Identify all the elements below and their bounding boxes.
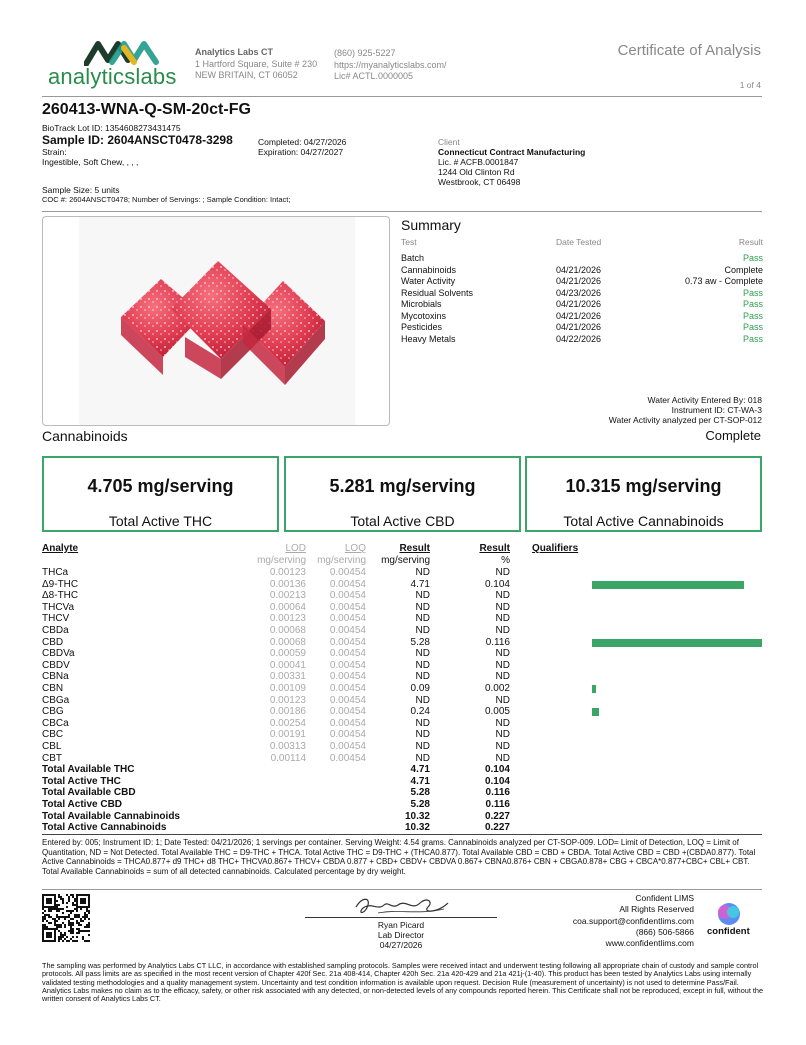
analyte-name: CBCa xyxy=(42,717,69,729)
client-label: Client xyxy=(438,137,460,147)
logo-text: analyticslabs xyxy=(48,64,177,89)
lims-info xyxy=(573,893,694,949)
analyte-name: CBGa xyxy=(42,694,70,706)
summary-test: Microbials xyxy=(401,299,442,309)
total-row xyxy=(42,776,762,788)
summary-test: Cannabinoids xyxy=(401,264,457,275)
analyte-bar xyxy=(592,581,744,589)
analyte-result: 0.09 xyxy=(410,683,430,694)
analyte-result-pct: ND xyxy=(495,741,510,752)
product-image xyxy=(42,216,390,426)
document-title: Certificate of Analysis xyxy=(617,42,761,59)
analyte-name: THCV xyxy=(42,613,70,625)
analyte-row xyxy=(42,602,762,614)
analyte-result: ND xyxy=(415,613,430,625)
analyte-lod: 0.00123 xyxy=(269,613,306,625)
page-number: 1 of 4 xyxy=(739,80,761,90)
matrix: Ingestible, Soft Chew, , , , xyxy=(42,157,139,167)
total-name: Total Active CBD xyxy=(42,799,123,810)
wa-instrument: Instrument ID: CT-WA-3 xyxy=(671,405,762,415)
analyte-result: ND xyxy=(415,741,430,752)
analyte-lod: 0.00123 xyxy=(269,694,306,706)
summary-result: Pass xyxy=(742,322,763,332)
analyte-loq: 0.00454 xyxy=(329,659,366,671)
lims-rights: All Rights Reserved xyxy=(619,904,694,915)
lab-address-2: NEW BRITAIN, CT 06052 xyxy=(195,70,298,80)
client-address-1: 1244 Old Clinton Rd xyxy=(438,167,515,177)
analyte-loq: 0.00454 xyxy=(329,706,366,718)
analyte-name: CBC xyxy=(42,729,64,741)
logo-mark-icon xyxy=(84,38,164,66)
metric-total-active-cannabinoids xyxy=(525,456,762,532)
gummies-image xyxy=(43,217,389,425)
analyte-row xyxy=(42,613,762,625)
analyte-result-pct: 0.002 xyxy=(484,683,510,694)
sample-id: Sample ID: 2604ANSCT0478-3298 xyxy=(42,133,233,147)
analyte-result-pct: ND xyxy=(495,613,510,625)
strain: Strain: xyxy=(42,147,67,157)
analyte-result-pct: ND xyxy=(495,590,510,602)
analyte-loq: 0.00454 xyxy=(329,741,366,752)
client-address-2: Westbrook, CT 06498 xyxy=(438,177,521,187)
metric-value: 5.281 mg/serving xyxy=(329,476,476,496)
analyte-name: CBG xyxy=(42,706,64,718)
summary-date: 04/21/2026 xyxy=(556,276,602,286)
metric-value: 4.705 mg/serving xyxy=(87,476,234,496)
analyte-result: ND xyxy=(415,694,430,706)
client-license: Lic. # ACFB.0001847 xyxy=(438,157,519,167)
analyte-lod: 0.00331 xyxy=(269,671,306,683)
wa-entered-by: Water Activity Entered By: 018 xyxy=(647,395,762,405)
total-row xyxy=(42,764,762,776)
total-name: Total Available THC xyxy=(42,764,135,776)
analyte-result: ND xyxy=(415,729,430,741)
analyte-row xyxy=(42,567,762,579)
coc-info: COC #: 2604ANSCT0478; Number of Servings: ; Sample Condition: Intact; xyxy=(42,195,291,204)
lab-address-1: 1 Hartford Square, Suite # 230 xyxy=(195,58,318,69)
analyte-lod: 0.00191 xyxy=(269,729,306,741)
analyte-loq: 0.00454 xyxy=(329,590,366,602)
analyte-name: CBL xyxy=(42,741,62,752)
lab-license: Lic# ACTL.0000005 xyxy=(334,71,414,81)
total-result-pct: 0.227 xyxy=(484,822,510,834)
analyte-row xyxy=(42,590,762,602)
summary-test: Batch xyxy=(401,253,425,263)
col-result-pct: Result xyxy=(479,543,510,554)
sample-size: Sample Size: 5 units xyxy=(42,185,120,195)
analyte-row xyxy=(42,706,762,718)
analyte-result-pct: ND xyxy=(495,717,510,729)
analyte-result: ND xyxy=(415,671,430,683)
summary-date: 04/21/2026 xyxy=(556,299,602,309)
total-result: 5.28 xyxy=(410,787,430,799)
analyte-result: 5.28 xyxy=(410,636,430,648)
summary-col-date: Date Tested xyxy=(556,237,602,247)
qr-code-icon xyxy=(42,894,90,942)
total-name: Total Available Cannabinoids xyxy=(42,810,180,822)
expiration-date: Expiration: 04/27/2027 xyxy=(258,147,344,157)
analyte-result: 0.24 xyxy=(410,706,430,718)
analyte-loq: 0.00454 xyxy=(329,671,366,683)
disclaimer: The sampling was performed by Analytics Labs CT LLC, in accordance with established sampling protocols. Samples were received intact and underwent testing following all appropriate chain of custody and sample control protocols. All pass limits are as specified in the most recent version of Chapter 420f Sec. 21a 408-414, Chapter 420h Sec. 21a 420-429 and 21a 421j-(1-40). This product has been tested by Analytics Labs using internally validated testing methodologies and a quality management system. Uncertainty and test condition information is available upon request. Decision Rule (measurement of uncertainty) is not used to determine Pass/Fail. Analytics Labs makes no claim as to the efficacy, safety, or other risk associated with any detected, or non-detected levels of any compounds reported herein. This Certificate shall not be reproduced, except in full, without the written consent of Analytics Labs CT. xyxy=(42,961,764,1004)
analyte-row xyxy=(42,637,762,649)
signatory-name: Ryan Picard xyxy=(377,920,425,930)
summary-date: 04/21/2026 xyxy=(556,310,602,321)
summary-date: 04/23/2026 xyxy=(556,287,602,298)
analyte-row xyxy=(42,683,762,695)
analyte-row xyxy=(42,729,762,741)
analyte-bar xyxy=(592,685,596,693)
confident-logo-icon xyxy=(704,902,754,926)
analyte-loq: 0.00454 xyxy=(329,729,366,741)
analyte-lod: 0.00186 xyxy=(269,706,306,718)
col-lod: LOD xyxy=(285,543,306,554)
analyte-row xyxy=(42,718,762,730)
analyte-name: THCa xyxy=(42,567,69,578)
completed-date: Completed: 04/27/2026 xyxy=(258,137,347,147)
analyte-result-pct: ND xyxy=(495,625,510,636)
analyte-name: Δ9-THC xyxy=(42,578,79,590)
analyte-row xyxy=(42,579,762,591)
cannabinoids-status: Complete xyxy=(705,428,761,443)
analyte-result: ND xyxy=(415,717,430,729)
unit-loq: mg/serving xyxy=(317,555,366,566)
qr-code xyxy=(42,894,90,942)
summary-result: Pass xyxy=(742,287,763,298)
total-name: Total Active Cannabinoids xyxy=(42,822,167,834)
analyte-result: 4.71 xyxy=(410,578,430,590)
analyte-loq: 0.00454 xyxy=(329,752,366,764)
summary-row xyxy=(401,322,763,334)
analyte-row xyxy=(42,695,762,707)
biotrack-id: BioTrack Lot ID: 1354608273431475 xyxy=(42,123,181,133)
analyte-loq: 0.00454 xyxy=(329,694,366,706)
summary-test: Pesticides xyxy=(401,322,443,332)
analyte-result: ND xyxy=(415,659,430,671)
analyte-row xyxy=(42,753,762,765)
analyte-result: ND xyxy=(415,567,430,578)
analyte-result: ND xyxy=(415,648,430,660)
col-qualifiers: Qualifiers xyxy=(532,543,579,554)
analyte-row xyxy=(42,660,762,672)
summary-row xyxy=(401,288,763,300)
analyte-name: THCVa xyxy=(42,601,75,613)
analyte-lod: 0.00068 xyxy=(269,636,306,648)
summary-row xyxy=(401,265,763,277)
analyte-lod: 0.00123 xyxy=(269,567,306,578)
summary-result: Pass xyxy=(742,310,763,321)
analyte-lod: 0.00114 xyxy=(270,752,306,764)
analyte-lod: 0.00313 xyxy=(269,741,306,752)
analyte-result-pct: ND xyxy=(495,659,510,671)
lims-email[interactable]: coa.support@confidentlims.com xyxy=(572,915,694,926)
analyte-loq: 0.00454 xyxy=(329,567,366,578)
analyte-result: ND xyxy=(415,752,430,764)
analyte-name: CBT xyxy=(42,752,62,764)
metric-total-active-thc xyxy=(42,456,279,532)
summary-row xyxy=(401,276,763,288)
summary-col-result: Result xyxy=(738,237,763,247)
analyte-row xyxy=(42,671,762,683)
analyte-lod: 0.00064 xyxy=(269,601,306,613)
total-row xyxy=(42,822,762,834)
client-name: Connecticut Contract Manufacturing xyxy=(438,147,586,157)
analyte-result: ND xyxy=(415,590,430,602)
confident-logo-text: confident xyxy=(707,926,750,937)
summary-col-test: Test xyxy=(401,237,417,247)
lims-name: Confident LIMS xyxy=(635,893,694,903)
unit-result: mg/serving xyxy=(381,555,430,566)
analyte-result-pct: ND xyxy=(495,567,510,578)
summary-row xyxy=(401,334,763,346)
analyte-result-pct: ND xyxy=(495,671,510,683)
analyte-loq: 0.00454 xyxy=(329,601,366,613)
analyte-name: CBDa xyxy=(42,625,69,636)
sample-title: 260413-WNA-Q-SM-20ct-FG xyxy=(42,101,251,118)
col-result: Result xyxy=(399,543,430,554)
total-result-pct: 0.104 xyxy=(484,775,510,787)
metric-value: 10.315 mg/serving xyxy=(565,476,722,496)
total-result-pct: 0.104 xyxy=(484,764,510,776)
analyte-loq: 0.00454 xyxy=(329,636,366,648)
summary-title: Summary xyxy=(401,217,461,233)
metric-label: Total Active THC xyxy=(108,513,213,529)
analyte-loq: 0.00454 xyxy=(329,648,366,660)
analyte-row xyxy=(42,625,762,637)
analyte-result-pct: ND xyxy=(495,752,510,764)
signature-image xyxy=(348,893,458,919)
total-result-pct: 0.227 xyxy=(484,810,510,822)
summary-result: 0.73 aw - Complete xyxy=(684,276,763,286)
lab-name: Analytics Labs CT xyxy=(195,47,274,57)
metric-total-active-cbd xyxy=(284,456,521,532)
analyte-bar xyxy=(592,639,762,647)
analyte-bar xyxy=(592,708,599,716)
total-name: Total Available CBD xyxy=(42,787,136,799)
summary-row xyxy=(401,253,763,265)
analyte-result-pct: 0.116 xyxy=(485,636,510,648)
summary-result: Pass xyxy=(742,253,763,263)
analyte-result-pct: ND xyxy=(495,601,510,613)
summary-result: Pass xyxy=(742,299,763,309)
analyte-name: CBDVa xyxy=(42,648,75,660)
summary-row xyxy=(401,311,763,323)
total-row xyxy=(42,799,762,811)
signature-icon xyxy=(348,893,458,919)
total-result-pct: 0.116 xyxy=(485,799,510,810)
analyte-table-header xyxy=(42,543,762,555)
analyte-result-pct: 0.104 xyxy=(484,578,510,590)
total-result: 4.71 xyxy=(410,764,430,776)
analyte-lod: 0.00136 xyxy=(269,578,306,590)
total-result: 10.32 xyxy=(404,822,430,834)
analyte-name: CBN xyxy=(42,683,64,694)
confident-logo xyxy=(704,902,754,938)
total-result: 10.32 xyxy=(404,810,430,822)
analyte-lod: 0.00213 xyxy=(269,590,306,602)
total-result: 5.28 xyxy=(410,799,430,810)
analyte-units-row xyxy=(42,555,762,567)
lab-phone: (860) 925-5227 xyxy=(334,48,396,58)
analyte-name: CBD xyxy=(42,636,64,648)
analyte-result-pct: ND xyxy=(495,694,510,706)
summary-date: 04/21/2026 xyxy=(556,264,602,275)
summary-test: Heavy Metals xyxy=(401,333,456,344)
total-row xyxy=(42,787,762,799)
client-block xyxy=(438,137,585,187)
col-loq: LOQ xyxy=(344,543,366,554)
col-analyte: Analyte xyxy=(42,543,79,554)
analyte-result-pct: 0.005 xyxy=(484,706,510,718)
lims-website[interactable]: www.confidentlims.com xyxy=(605,938,694,949)
metric-label: Total Active Cannabinoids xyxy=(563,513,724,529)
summary-test: Mycotoxins xyxy=(401,310,447,321)
water-activity-info xyxy=(609,395,762,425)
lims-phone: (866) 506-5866 xyxy=(635,926,694,937)
analyte-result: ND xyxy=(415,625,430,636)
analyte-lod: 0.00068 xyxy=(269,625,306,636)
analyte-loq: 0.00454 xyxy=(329,717,366,729)
total-name: Total Active THC xyxy=(42,775,121,787)
analyte-result-pct: ND xyxy=(495,648,510,660)
analyte-name: Δ8-THC xyxy=(42,590,79,602)
analyte-name: CBNa xyxy=(42,671,69,683)
metric-label: Total Active CBD xyxy=(350,513,455,529)
unit-lod: mg/serving xyxy=(257,555,306,566)
signatory xyxy=(305,920,497,950)
analyte-lod: 0.00109 xyxy=(269,683,306,694)
cannabinoid-notes: Entered by: 005; Instrument ID: 1; Date Tested: 04/21/2026; 1 servings per container. Serving Weight: 4.54 grams. Cannabinoids analyzed per CT-SOP-009. LOD= Limit of Detection, LOQ = Limit of Quantitation, ND = Not Detected. Total Available THC = D9-THC + THCA. Total Active THC = D9-THC + (THCA0.877). Total Available CBD = CBD + CBDA. Total Active CBD = CBD +(CBDA0.877). Total Active Cannabinoids = THCA0.877+ d9 THC+ d8 THC+ THCVA0.867+ THCV+ CBDA 0.877 + CBD+ CBDV+ CBDVA 0.867+ CBNA0.876+ CBN + CBGA0.878+ CBG + CBCA*0.877+CBC+ CBL+ CBT. Total Available Cannabinoids = sum of all detected cannabinoids. Calculated percentage by dry weight. xyxy=(42,838,756,876)
analyte-loq: 0.00454 xyxy=(329,613,366,625)
summary-row xyxy=(401,299,763,311)
analyte-row xyxy=(42,648,762,660)
total-result: 4.71 xyxy=(410,775,430,787)
lab-logo xyxy=(48,38,178,90)
analyte-lod: 0.00254 xyxy=(269,717,306,729)
unit-result-pct: % xyxy=(501,555,510,566)
lab-contact xyxy=(334,48,447,83)
signature-date: 04/27/2026 xyxy=(379,940,423,950)
analyte-row xyxy=(42,741,762,753)
analyte-result: ND xyxy=(415,601,430,613)
signatory-title: Lab Director xyxy=(377,930,425,940)
analyte-loq: 0.00454 xyxy=(329,625,366,636)
analyte-lod: 0.00041 xyxy=(269,659,306,671)
summary-result: Complete xyxy=(724,264,763,275)
lab-website[interactable]: https://myanalyticslabs.com/ xyxy=(334,59,447,70)
analyte-lod: 0.00059 xyxy=(269,648,306,660)
lab-info xyxy=(195,47,317,82)
analyte-name: CBDV xyxy=(42,659,70,671)
total-row xyxy=(42,811,762,823)
analyte-loq: 0.00454 xyxy=(329,683,366,694)
analyte-loq: 0.00454 xyxy=(329,578,366,590)
cannabinoids-title: Cannabinoids xyxy=(42,428,128,444)
summary-test: Water Activity xyxy=(401,276,456,286)
summary-table xyxy=(401,237,763,357)
summary-result: Pass xyxy=(742,333,763,344)
summary-test: Residual Solvents xyxy=(401,287,474,298)
summary-date: 04/22/2026 xyxy=(556,333,602,344)
summary-header xyxy=(401,237,763,249)
total-result-pct: 0.116 xyxy=(485,787,510,799)
wa-sop: Water Activity analyzed per CT-SOP-012 xyxy=(608,415,762,425)
summary-date: 04/21/2026 xyxy=(556,322,602,332)
analyte-result-pct: ND xyxy=(495,729,510,741)
